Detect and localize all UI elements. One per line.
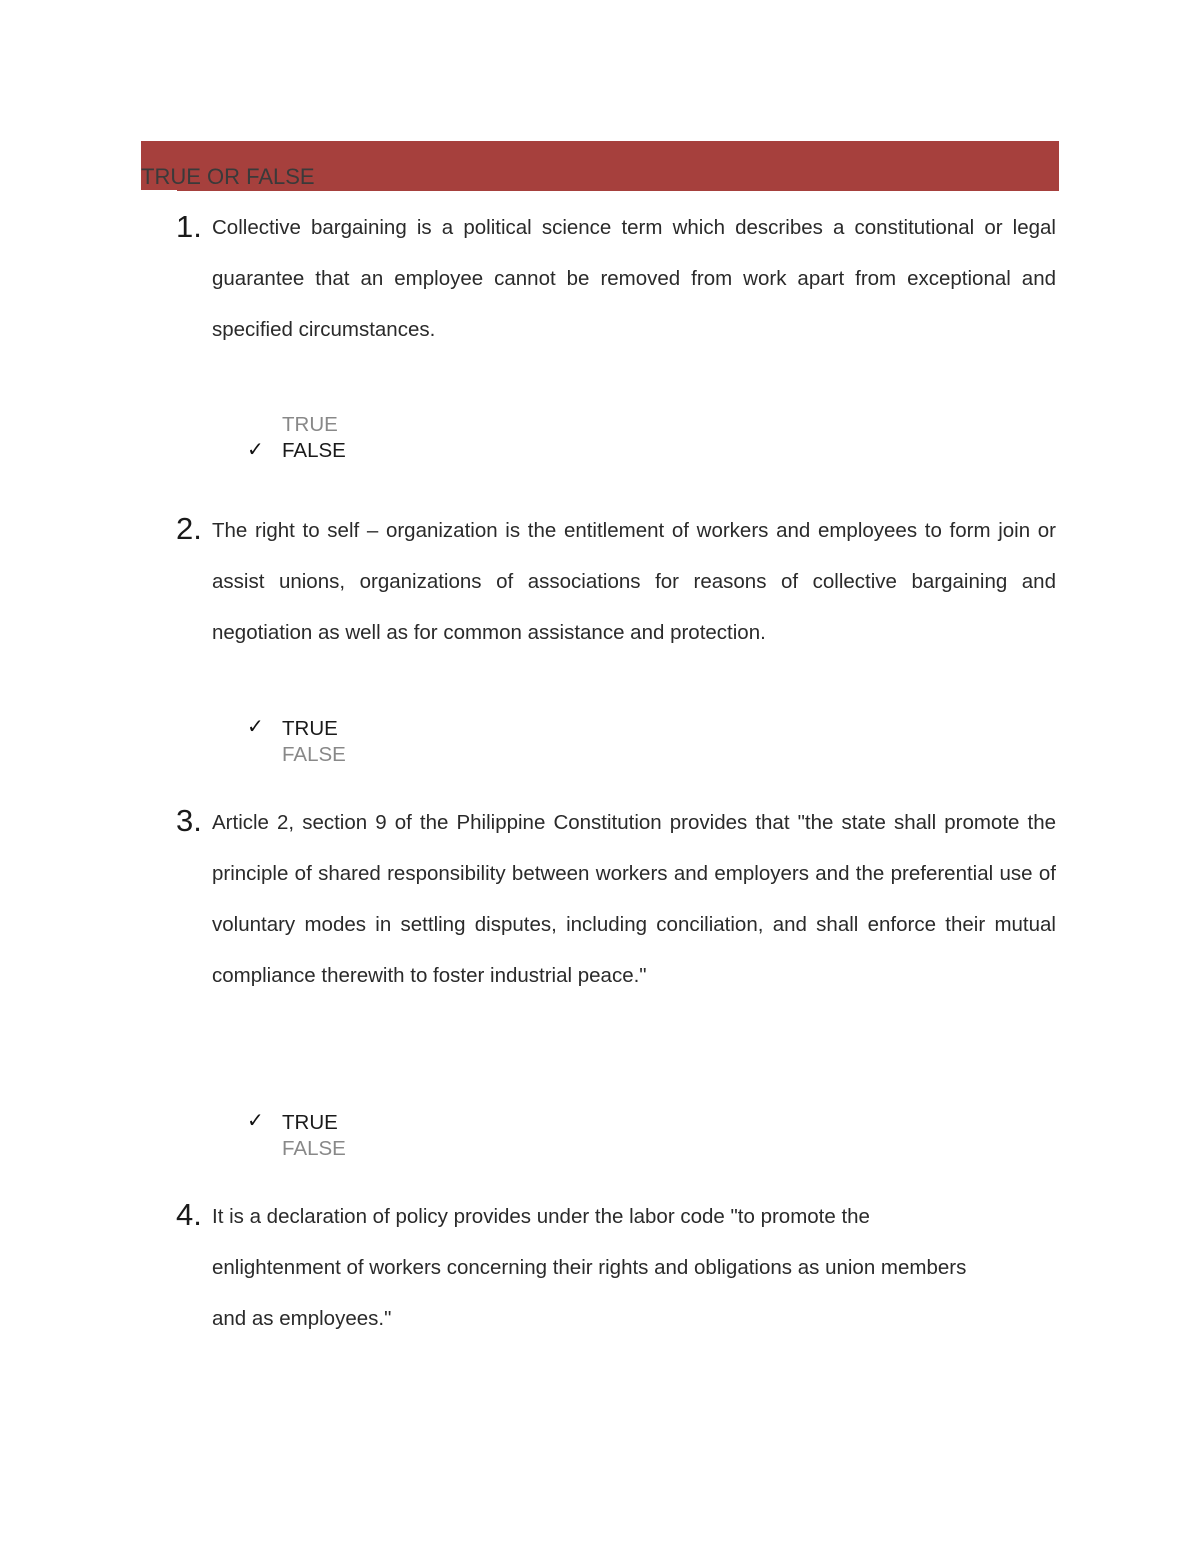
question-1-check-icon: ✓ bbox=[247, 439, 264, 461]
question-3-check-icon: ✓ bbox=[247, 1110, 264, 1132]
question-2-check-icon: ✓ bbox=[247, 716, 264, 738]
question-3-number: 3. bbox=[176, 803, 202, 838]
question-1-option-false[interactable]: FALSE bbox=[282, 439, 346, 462]
title-underline bbox=[141, 190, 177, 191]
question-3-option-false[interactable]: FALSE bbox=[282, 1137, 346, 1160]
question-1-text: Collective bargaining is a political science term which describes a constitutional or legal guarantee that an employee cannot be removed from work apart from exceptional and specified circumstances. bbox=[212, 216, 1056, 341]
question-2-option-false[interactable]: FALSE bbox=[282, 743, 346, 766]
question-3-option-true[interactable]: TRUE bbox=[282, 1111, 338, 1134]
question-4-number: 4. bbox=[176, 1197, 202, 1232]
question-1-option-true[interactable]: TRUE bbox=[282, 413, 338, 436]
question-2-number: 2. bbox=[176, 511, 202, 546]
question-3-text: Article 2, section 9 of the Philippine Constitution provides that "the state shall promote the principle of shared responsibility between workers and employers and the preferential use of voluntary modes in settling disputes, including conciliation, and shall enforce their mutual compliance therewith to foster industrial peace." bbox=[212, 811, 1056, 987]
question-2-text: The right to self – organization is the entitlement of workers and employees to form join or assist unions, organizations of associations for reasons of collective bargaining and negotiation as well as for common assistance and protection. bbox=[212, 519, 1056, 644]
question-4-text: It is a declaration of policy provides under the labor code "to promote the enlightenment of workers concerning their rights and obligations as union members and as employees." bbox=[212, 1205, 967, 1330]
question-2-option-true[interactable]: TRUE bbox=[282, 717, 338, 740]
section-title: TRUE OR FALSE bbox=[141, 164, 315, 189]
question-1-number: 1. bbox=[176, 209, 202, 244]
